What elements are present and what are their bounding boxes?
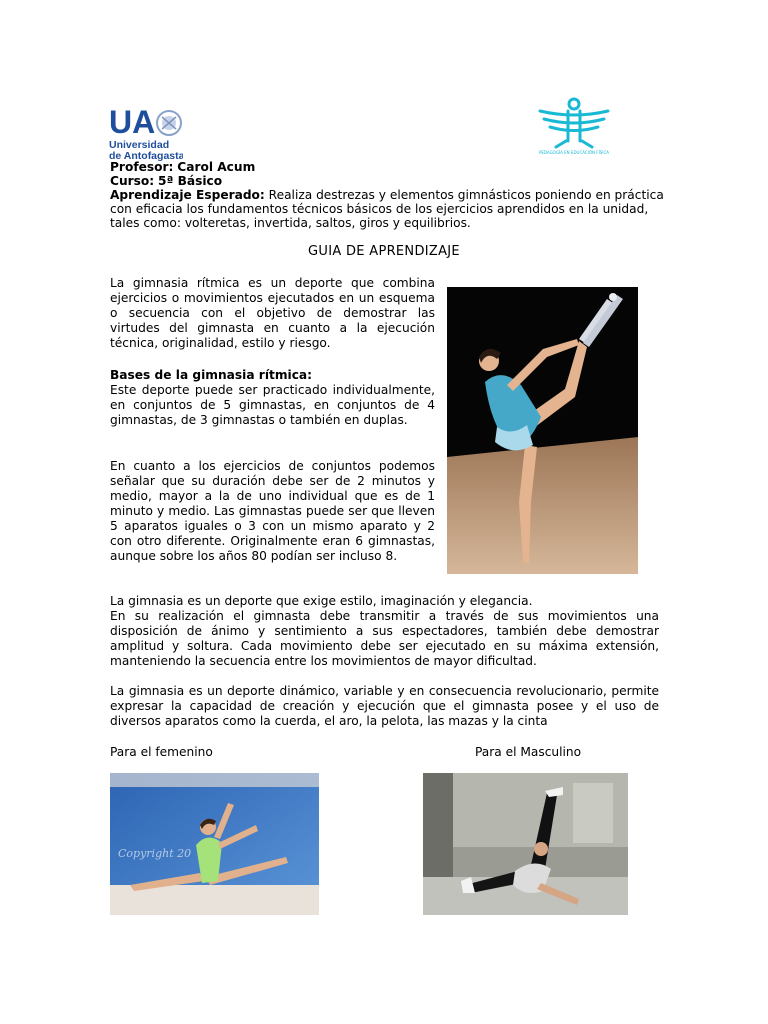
aprendizaje-line <box>110 188 670 230</box>
intro-paragraph: La gimnasia rítmica es un deporte que combina ejercicios o movimientos ejecutados en un esquema o secuencia con el objetivo de demostrar las virtudes del gimnasta en cuanto a la ejecución técnica, originalidad, estilo y riesgo. <box>110 276 435 350</box>
ua-logo-letters: UA <box>109 104 156 140</box>
profesor-line <box>110 160 670 174</box>
document-header <box>110 160 670 230</box>
profesor-value: Carol Acum <box>177 160 256 174</box>
estilo-section <box>110 594 659 669</box>
aprendizaje-label: Aprendizaje Esperado: <box>110 188 265 202</box>
femenino-label: Para el femenino <box>110 745 213 759</box>
bases-heading: Bases de la gimnasia rítmica: <box>110 368 313 382</box>
bases-section <box>110 368 435 428</box>
pedagogia-logo <box>536 97 612 159</box>
page-title: GUIA DE APRENDIZAJE <box>308 244 460 259</box>
photo-watermark: Copyright 20 <box>118 847 192 860</box>
curso-value: 5ª Básico <box>158 174 223 188</box>
profesor-label: Profesor: <box>110 160 174 174</box>
gymnast-clubs-photo <box>447 287 638 574</box>
dinamico-paragraph: La gimnasia es un deporte dinámico, variable y en consecuencia revolucionario, permite expresar la capacidad de creación y ejecución que el gimnasta posee y el uso de diversos aparatos como la cuerda, el aro, la pelota, las mazas y la cinta <box>110 684 659 728</box>
masculino-label: Para el Masculino <box>475 745 582 759</box>
masculino-photo <box>423 773 628 915</box>
estilo-line-1: La gimnasia es un deporte que exige estilo, imaginación y elegancia. <box>110 594 533 608</box>
femenino-photo <box>110 773 319 915</box>
conjuntos-paragraph: En cuanto a los ejercicios de conjuntos podemos señalar que su duración debe ser de 2 minutos y medio, mayor a la de uno individual que es de 1 minuto y medio. Las gimnastas puede ser que lleven 5 aparatos iguales o 3 con un mismo aparato y 2 con otro diferente. Originalmente eran 6 gimnastas, aunque sobre los años 80 podían ser incluso 8. <box>110 459 435 563</box>
ua-logo <box>109 104 183 162</box>
estilo-line-2: En su realización el gimnasta debe transmitir a través de sus movimientos una disposición de ánimo y sentimiento a sus espectadores, también debe demostrar amplitud y soltura. Cada movimiento debe ser ejecutado en su máxima extensión, manteniendo la secuencia entre los movimientos de mayor dificultad. <box>110 609 659 668</box>
pedagogia-logo-caption: PEDAGOGÍA EN EDUCACIÓN FÍSICA <box>538 150 610 155</box>
ua-logo-line1: Universidad <box>109 139 170 151</box>
bases-text: Este deporte puede ser practicado individualmente, en conjuntos de 5 gimnastas, en conjuntos de 4 gimnastas, de 3 gimnastas o también en duplas. <box>110 383 435 427</box>
curso-label: Curso: <box>110 174 155 188</box>
ua-logo-line2: de Antofagasta <box>109 150 183 162</box>
aprendizaje-text: Realiza destrezas y elementos gimnásticos poniendo en práctica con eficacia los fundamentos técnicos básicos de los ejercicios aprendidos en la unidad, tales como: volteretas, invertida, saltos, giros y equilibrios. <box>110 188 664 230</box>
curso-line <box>110 174 670 188</box>
